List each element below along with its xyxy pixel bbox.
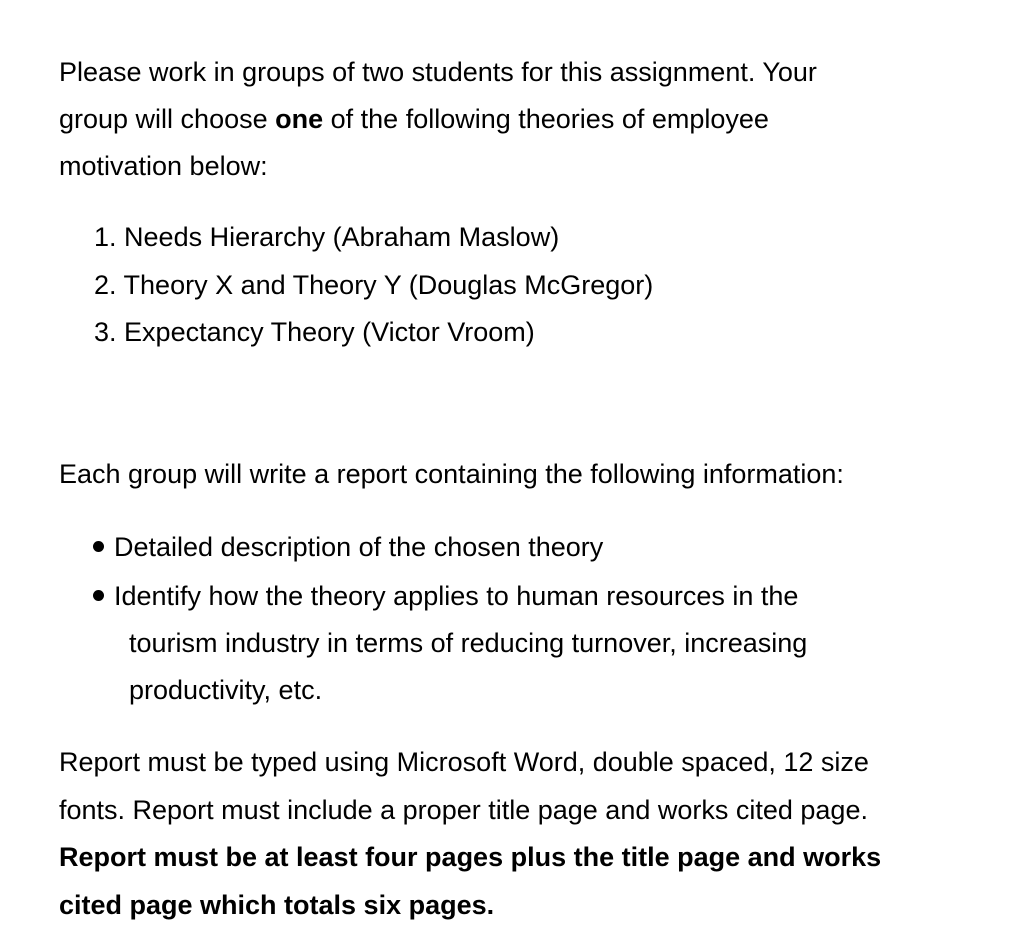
format-bold-line-1: Report must be at least four pages plus the title page and works — [59, 842, 882, 872]
theory-text: Expectancy Theory (Victor Vroom) — [124, 317, 535, 347]
theory-number: 1. — [94, 222, 117, 252]
theory-item-1 — [94, 220, 559, 254]
theory-text: Theory X and Theory Y (Douglas McGregor) — [123, 270, 654, 300]
requirement-item-2-cont-2: productivity, etc. — [129, 675, 323, 705]
theory-number: 2. — [94, 270, 117, 300]
intro-emphasis-one: one — [275, 104, 324, 134]
intro-line-2-post: of the following theories of employee — [323, 104, 769, 134]
intro-line-1: Please work in groups of two students for this assignment. Your — [59, 57, 817, 87]
format-line-2: fonts. Report must include a proper title page and works cited page. — [59, 795, 868, 825]
intro-line-2-pre: group will choose — [59, 104, 276, 134]
requirement-text: Detailed description of the chosen theory — [114, 532, 604, 562]
format-bold-line-2: cited page which totals six pages. — [59, 890, 495, 920]
bullet-icon — [93, 590, 104, 601]
theory-item-2 — [94, 268, 653, 302]
requirement-item-2 — [93, 579, 798, 613]
requirement-item-2-cont-1: tourism industry in terms of reducing turnover, increasing — [129, 628, 808, 658]
intro-line-3: motivation below: — [59, 151, 268, 181]
format-line-1: Report must be typed using Microsoft Word, double spaced, 12 size — [59, 747, 869, 777]
theory-number: 3. — [94, 317, 117, 347]
bullet-icon — [93, 541, 104, 552]
requirement-item-1 — [93, 530, 603, 564]
intro-line-2 — [59, 102, 769, 136]
requirement-text: Identify how the theory applies to human resources in the — [114, 581, 799, 611]
report-intro: Each group will write a report containing the following information: — [59, 459, 844, 489]
theory-item-3 — [94, 315, 535, 349]
theory-text: Needs Hierarchy (Abraham Maslow) — [124, 222, 560, 252]
